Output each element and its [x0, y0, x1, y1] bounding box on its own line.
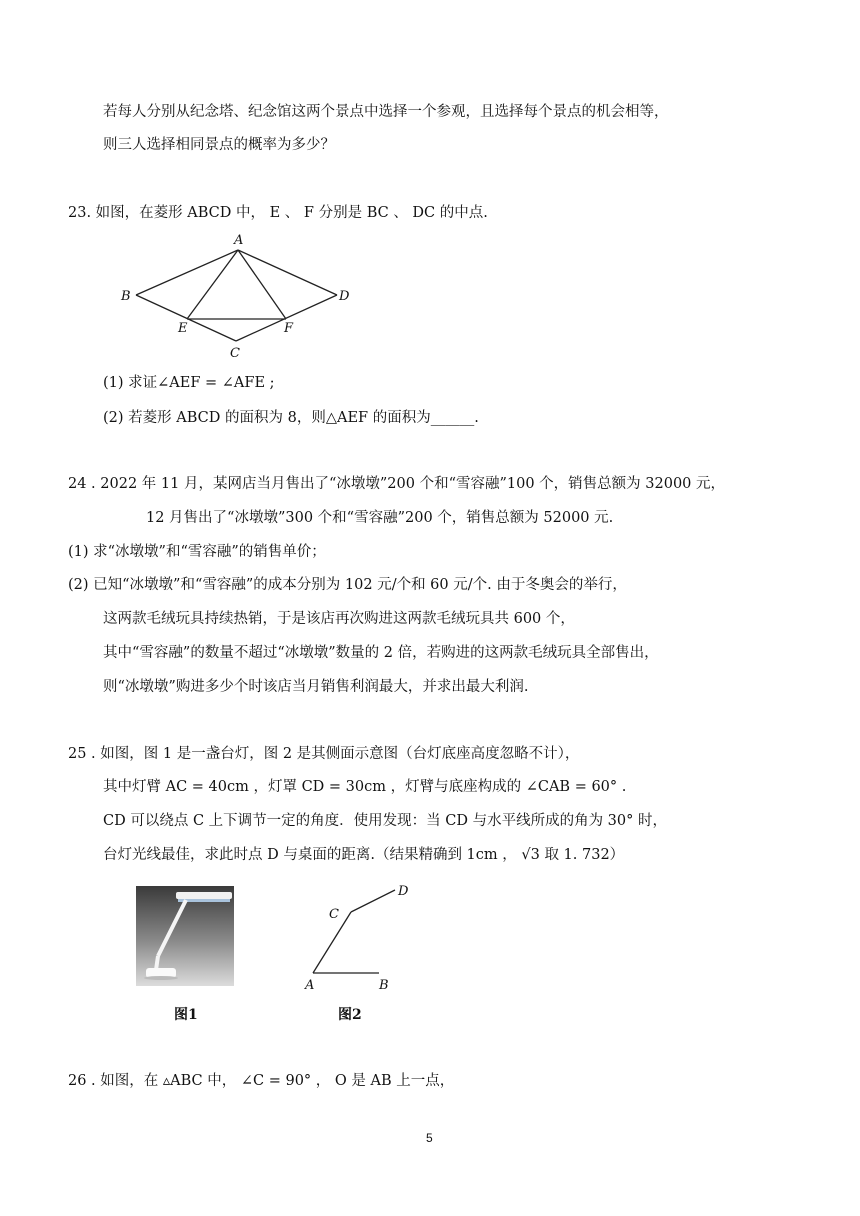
label-e: E	[178, 321, 188, 336]
q25-line-2: 其中灯臂 AC = 40cm ，灯罩 CD = 30cm ，灯臂与底座构成的 ∠CAB = 60° .	[103, 779, 627, 795]
q24-part-2-line-3: 其中“雪容融”的数量不超过“冰墩墩”数量的 2 倍，若购进的这两款毛绒玩具全部售出，	[103, 645, 659, 661]
fig1-caption: 图1	[174, 1007, 198, 1023]
q26-line-1: 26 . 如图，在 ▵ABC 中， ∠C = 90° ， O 是 AB 上一点，	[68, 1073, 455, 1089]
fig2-caption: 图2	[338, 1007, 362, 1023]
label-a: A	[234, 233, 244, 248]
segment-ad	[238, 250, 337, 295]
q23-part-2: (2) 若菱形 ABCD 的面积为 8，则△AEF 的面积为______.	[103, 410, 479, 426]
q25-line-4: 台灯光线最佳，求此时点 D 与桌面的距离.（结果精确到 1cm ， √3 取 1. 732）	[103, 847, 625, 863]
label-d: D	[339, 289, 350, 304]
q22-line-1: 若每人分别从纪念塔、纪念馆这两个景点中选择一个参观，且选择每个景点的机会相等，	[103, 104, 669, 120]
label-c: C	[329, 907, 339, 922]
q22-line-2: 则三人选择相同景点的概率为多少？	[103, 137, 335, 153]
q23-stem: 23. 如图，在菱形 ABCD 中， E 、 F 分别是 BC 、 DC 的中点.	[68, 205, 488, 221]
label-a: A	[305, 978, 315, 993]
q24-part-2-line-2: 这两款毛绒玩具持续热销，于是该店再次购进这两款毛绒玩具共 600 个，	[103, 611, 575, 627]
label-f: F	[284, 321, 294, 336]
label-c: C	[230, 346, 240, 361]
rhombus-figure	[110, 228, 370, 363]
lamp-side-diagram	[296, 880, 416, 995]
q25-line-1: 25 . 如图，图 1 是一盏台灯，图 2 是其侧面示意图（台灯底座高度忽略不计），	[68, 746, 580, 762]
q23-part-1: (1) 求证∠AEF = ∠AFE ;	[103, 375, 275, 391]
label-b: B	[379, 978, 389, 993]
q24-part-2-line-1: (2) 已知“冰墩墩”和“雪容融”的成本分别为 102 元/个和 60 元/个. 由于冬奥会的举行，	[68, 577, 627, 593]
segment-ae	[187, 250, 238, 319]
q24-part-2-line-4: 则“冰墩墩”购进多少个时该店当月销售利润最大，并求出最大利润.	[103, 679, 529, 695]
desk-lamp-photo	[136, 886, 234, 986]
q24-line-2: 12 月售出了“冰墩墩”300 个和“雪容融”200 个，销售总额为 52000 元.	[146, 510, 614, 526]
segment-ab	[136, 250, 238, 295]
q24-part-1: (1) 求“冰墩墩”和“雪容融”的销售单价；	[68, 544, 326, 560]
q24-line-1: 24 . 2022 年 11 月，某网店当月售出了“冰墩墩”200 个和“雪容融”100 个，销售总额为 32000 元，	[68, 476, 726, 492]
label-b: B	[121, 289, 131, 304]
label-d: D	[398, 884, 409, 899]
segment-cd	[351, 890, 395, 912]
page-number: 5	[426, 1131, 433, 1145]
q25-line-3: CD 可以绕点 C 上下调节一定的角度．使用发现：当 CD 与水平线所成的角为 30° 时，	[103, 813, 667, 829]
